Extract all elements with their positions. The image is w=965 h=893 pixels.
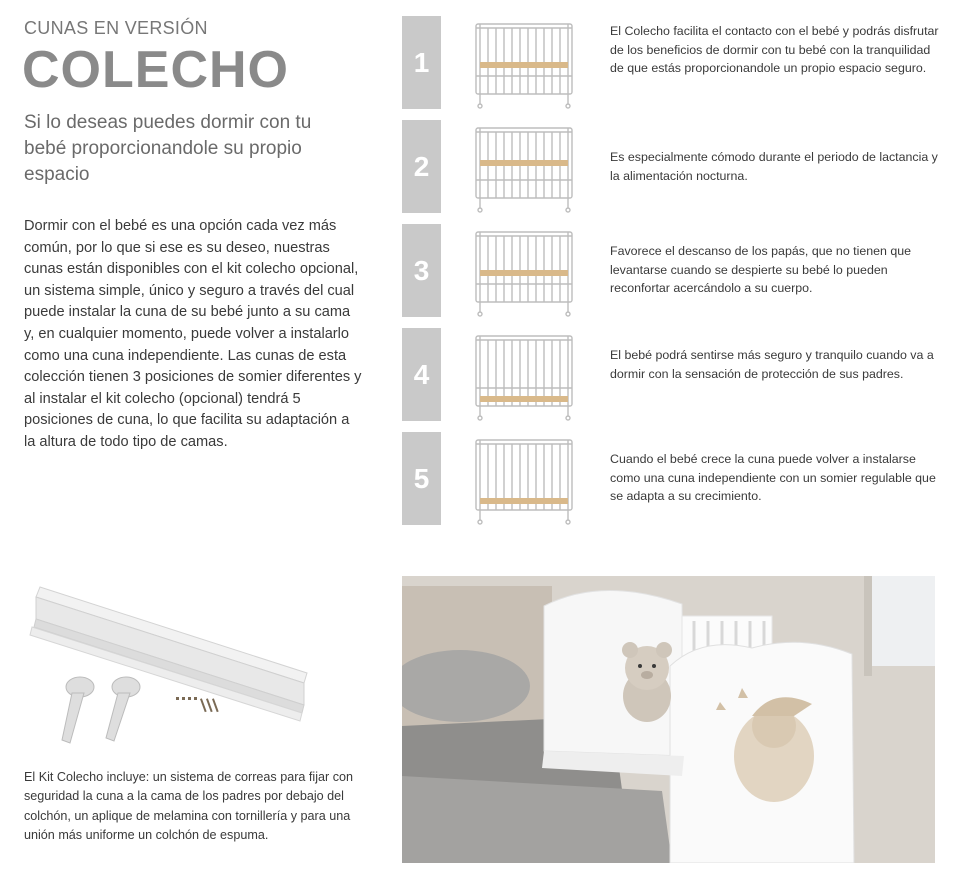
crib-position-4-image [470,330,582,422]
step-description: El Colecho facilita el contacto con el bebé y podrás disfrutar de los beneficios de dormir con tu bebé con la tranquilidad de que estás proporcionandole un propio espacio seguro. [610,24,939,75]
crib-position-2-image [470,122,582,214]
step-5 [402,432,942,525]
teddy-bear [622,642,672,722]
cosleeping-room-photo [402,576,935,863]
step-number: 5 [402,432,441,525]
crib-position-5-image [470,434,582,526]
strap-left [62,677,94,743]
crib-position-3-image [470,226,582,318]
step-2 [402,120,942,213]
step-3 [402,224,942,317]
step-1 [402,16,942,109]
step-description: Favorece el descanso de los papás, que no tienen que levantarse cuando se despierte su bebé lo pueden reconfortar acercándolo a su cuerpo. [610,244,912,295]
step-number: 2 [402,120,441,213]
step-description: Cuando el bebé crece la cuna puede volver a instalarse como una cuna independiente con un somier regulable que se adapta a su crecimiento. [610,452,936,503]
step-4 [402,328,942,421]
kit-caption: El Kit Colecho incluye: un sistema de correas para fijar con seguridad la cuna a la cama de los padres por debajo del colchón, un aplique de melamina con tornillería y para una unión más uniforme un colchón de espuma. [24,770,353,842]
intro-paragraph: Dormir con el bebé es una opción cada vez más común, por lo que si ese es su deseo, nuestras cunas están disponibles con el kit colecho opcional, un sistema simple, único y seguro a través del cual puede instalar la cuna de su bebé junto a su cama y, en cualquier momento, puede volver a instalarlo como una cuna independiente. Las cunas de esta colección tienen 3 posiciones de somier diferentes y al instalar el kit colecho (opcional) tendrá 5 posiciones de cuna, lo que facilita su adaptación a la altura de todo tipo de camas. [24,218,362,450]
colecho-kit-image [22,575,352,765]
page-subtitle: Si lo deseas puedes dormir con tu bebé proporcionandole su propio espacio [24,112,312,185]
step-number: 1 [402,16,441,109]
step-description: Es especialmente cómodo durante el periodo de lactancia y la alimentación nocturna. [610,150,938,183]
page-title: COLECHO [22,41,289,99]
step-number: 4 [402,328,441,421]
eyebrow-text: CUNAS EN VERSIÓN [24,18,208,38]
crib-position-1-image [470,18,582,110]
strap-right [106,677,140,741]
step-number: 3 [402,224,441,317]
step-description: El bebé podrá sentirse más seguro y tranquilo cuando va a dormir con la sensación de protección de sus padres. [610,348,934,381]
